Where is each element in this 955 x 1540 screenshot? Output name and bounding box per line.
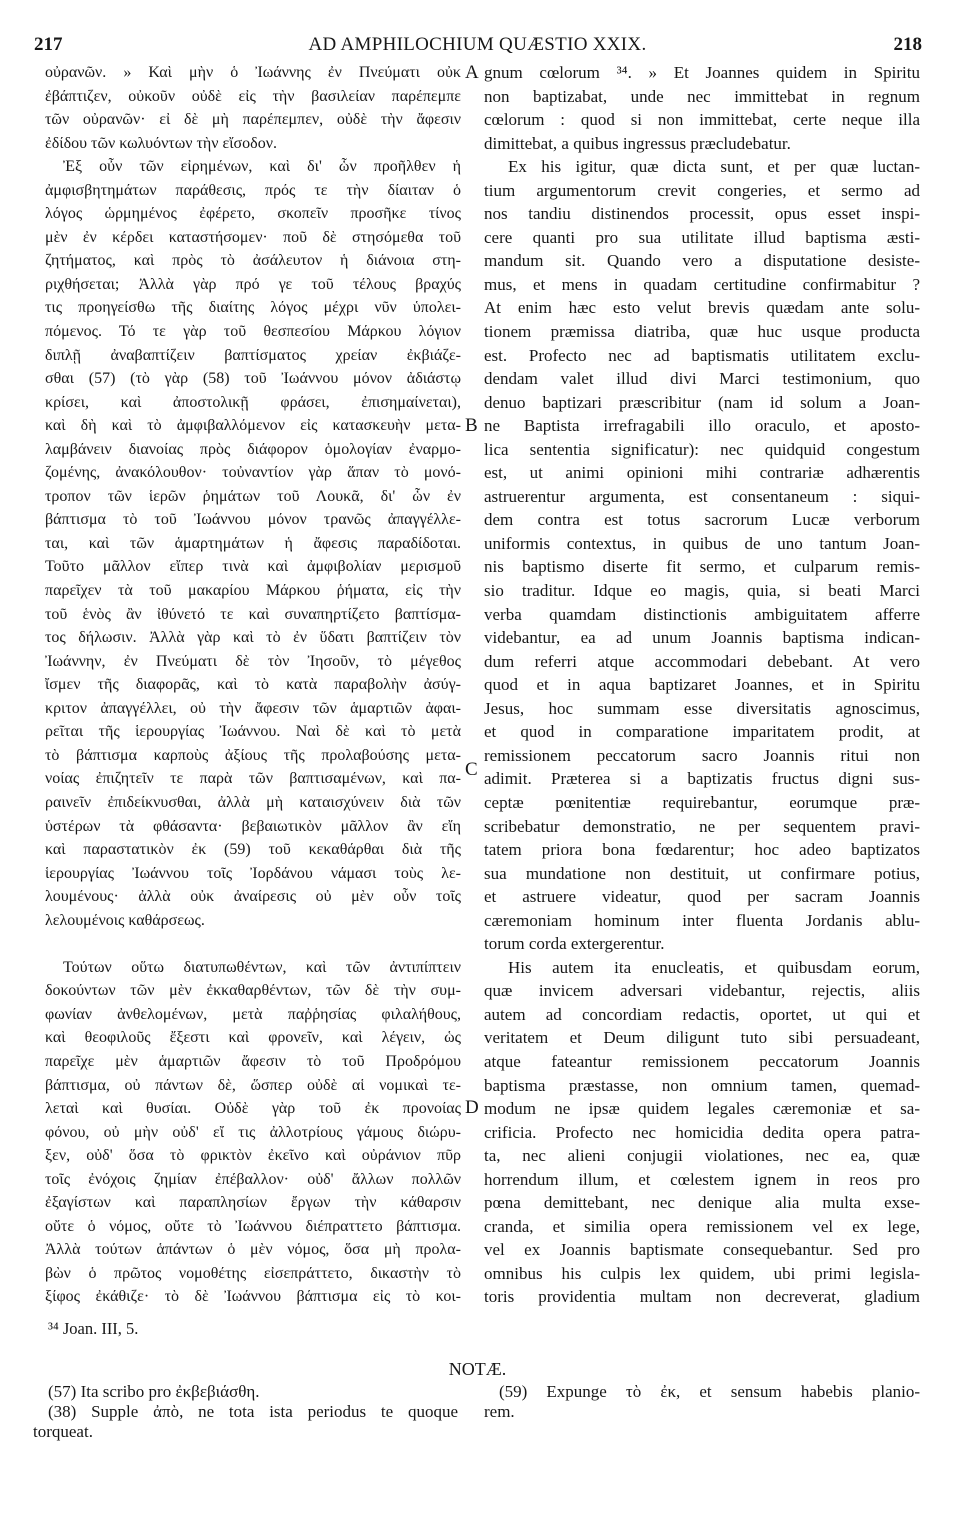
latin-line-text: dimittebat, a quibus ingressus præcludebatur. [484,133,791,153]
latin-line [484,885,920,909]
greek-line [45,202,461,226]
greek-line [45,179,461,203]
latin-line-text: uniformis contextus, in quibus de uno tantum Joan- [484,533,920,553]
greek-line-text: οὔτε ὁ νόμος, οὔτε τὸ Ἰωάννου διέπραττετο βάπτισμα. [45,1217,461,1235]
greek-line-text: ξίφος ἐκάθιζε· τὸ δὲ Ἰωάννου βάπτισμα εἰς τὸ κοι- [45,1288,461,1306]
greek-line-text: Τούτων οὕτω διατυπωθέντων, καὶ τῶν ἀντιπίπτειν [63,958,461,976]
latin-line [484,132,920,156]
greek-line-text: ἐβάπτιζεν, οὐκοῦν οὐδὲ εἰς τὴν βασιλείαν παρέπεμπε [45,87,461,105]
latin-line-text: ne Baptista irrefragabili illo oraculo, et aposto- [484,416,920,436]
greek-line-text: ξεν, οὐδ' ὅσα τὸ φρικτὸν ἐκεῖνο καὶ οὐράνιον πῦρ [45,1147,461,1165]
greek-line [45,791,461,815]
latin-line [484,155,920,179]
greek-line-text: ὑστέρων τὰ φθάσαντα· βεβαιωτικὸν μᾶλλον ἂν εἴη [45,817,461,835]
latin-line-text: omnibus his culpis lex quidem, ubi primi legisla- [484,1263,920,1283]
greek-line [45,508,461,532]
latin-line-text: mandum sit. Quando vero a disputatione desiste- [484,251,920,271]
greek-line [45,1191,461,1215]
greek-line [45,249,461,273]
greek-line [45,579,461,603]
greek-line-text: διπλῇ ἀναβαπτίζειν βαπτίσματος χρείαν ἐκβιάζε- [45,346,461,364]
margin-letter-c: C [465,759,478,780]
latin-line [484,344,920,368]
greek-line [45,273,461,297]
latin-line [484,320,920,344]
greek-line [45,555,461,579]
latin-line [484,1074,920,1098]
greek-line [45,108,461,132]
latin-line [484,1285,920,1309]
page-number-right: 218 [893,34,922,55]
latin-line [484,626,920,650]
greek-line [45,1144,461,1168]
greek-line [45,391,461,415]
latin-line [484,1026,920,1050]
latin-line [484,296,920,320]
latin-column [484,61,920,1309]
latin-line [484,1050,920,1074]
greek-line [45,956,461,980]
greek-line-text: Ἰωάννην, ἐν Πνεύματι δὲ τὸν Ἰησοῦν, τὸ μέγεθος [45,652,461,670]
note-57 [33,1382,458,1402]
latin-line-text: et quod in comparatione imparitatem prodit, at [484,722,920,742]
latin-line-text: videbantur, ea ad unum Joannis baptisma indican- [484,628,920,648]
latin-line-text: veritatem et Deum diligunt tuto sibi persuadeant, [484,1028,920,1048]
greek-line-text: φόνου, οὐ μὴν οὐδ' εἴ τις ἀλλοτρίους γάμους διώρυ- [45,1123,461,1141]
greek-line [45,1262,461,1286]
latin-line-text: cæremoniam hominum inter fluenta Jordanis ablu- [484,910,920,930]
greek-line-text: ρεῖται τῆς ἱερουργίας Ἰωάννου. Ναὶ δὲ καὶ τὸ μετὰ [45,723,461,741]
greek-line [45,1097,461,1121]
greek-line-text: πόμενος. Τό τε γὰρ τοῦ θεσπεσίου Μάρκου λόγιον [45,323,461,341]
latin-line [484,85,920,109]
latin-line-text: torum corda extergerentur. [484,934,665,954]
greek-line [45,1168,461,1192]
latin-line-text: remissionem peccatorum sacro Joannis ritui non [484,745,920,765]
latin-line [484,956,920,980]
latin-line-text: est. Profecto nec ad baptismatis utilitatem exclu- [484,345,920,365]
greek-line-text: σθαι (57) (τὸ γὰρ (58) τοῦ Ἰωάννου μόνον ἀδιάστῳ [45,370,461,388]
greek-line [45,344,461,368]
greek-line-text: ζητήματος, καὶ πρὸς τὸ ἀσάλευτον ἡ διάνοια στη- [45,252,461,270]
greek-line [45,1121,461,1145]
margin-letter-b: B [465,415,478,436]
latin-line [484,862,920,886]
latin-line [484,697,920,721]
latin-line-text: vel ex Joannis baptismate consequebantur. Sed pro [484,1240,920,1260]
greek-line-text: μὲν ἐν κέρδει καταστήσομεν· ποῦ δὲ στησόμεθα τοῦ [45,228,461,246]
latin-line [484,461,920,485]
latin-line-text: dum referri atque accommodari debebant. At vero [484,651,920,671]
latin-line-text: non baptizabat, unde nec immittebat in regnum [484,86,920,106]
greek-line [45,85,461,109]
note-line: torqueat. [33,1422,93,1441]
latin-line [484,767,920,791]
latin-line-text: horrendum illum, et cœlestem ignem in reos pro [484,1169,920,1189]
latin-line-text: quod et in aqua baptizaret Joannes, et in Spiritu [484,675,920,695]
greek-line-text: λελουμένοις καθάρσεως. [45,911,205,929]
latin-line-text: pœna demittebant, nec denique alia multa exse- [484,1193,920,1213]
greek-line-text: ριχθήσεται; Ἀλλὰ γὰρ πρό γε τοῦ τέλους βραχύς [45,275,461,293]
latin-line [484,1215,920,1239]
latin-line [484,555,920,579]
latin-line [484,108,920,132]
greek-line-text: ἴσμεν τῆς διαφορᾶς, καὶ τὸ κατὰ παραβολὴν ἀσύγ- [45,676,461,694]
latin-line-text: verba quamdam distinctionis ambiguitatem afferre [484,604,920,624]
greek-line-text: κριτον ἀπαγγέλλει, οὐ τὴν ἄφεσιν τῶν ἁμαρτιῶν ἀφαι- [45,699,461,717]
greek-line [45,485,461,509]
greek-line [45,461,461,485]
greek-line-text: λαμβάνειν διανοίας πρὸς διάφορον ὁμολογίαν ἐναρμο- [45,440,461,458]
latin-line [484,909,920,933]
greek-line [45,132,461,156]
latin-line-text: atque fateantur remissionem peccatorum Joannis [484,1051,920,1071]
notes-left-column [33,1382,458,1442]
latin-line-text: ta, nec alieni conjugii violationes, nec ea, quæ [484,1146,920,1166]
greek-line-text: βάπτισμα τὸ τοῦ Ἰωάννου μόνον τρανῶς ἀπαγγέλλε- [45,511,461,529]
greek-line [45,720,461,744]
greek-line [45,1003,461,1027]
latin-line-text: Jesus, hoc summam esse diversitatis agnoscimus, [484,698,920,718]
greek-line-text: βὼν ὁ πρῶτος νομοθέτης εἰσεπράττετο, δικαστὴν τὸ [45,1264,461,1282]
greek-line-text: ἱερουργίας Ἰωάννου τοῖς Ἰορδάνου νάμασι τοὺς λε- [45,864,461,882]
greek-line-text: λουμένους· ἀλλὰ οὐκ ἀναίρεσις οὐ μὲν οὖν τοῖς [45,888,461,906]
latin-line-text: nos tandiu distinendos processit, opus esset inspi- [484,204,920,224]
latin-line [484,273,920,297]
latin-line [484,720,920,744]
latin-line-text: His autem ita enucleatis, et quibusdam eorum, [508,957,920,977]
note-59-continuation [484,1402,920,1422]
note-58 [33,1402,458,1422]
greek-line [45,1050,461,1074]
latin-line [484,1144,920,1168]
greek-line [45,979,461,1003]
latin-line [484,815,920,839]
latin-line-text: gnum cœlorum ³⁴. » Et Joannes quidem in Spiritu [484,63,920,82]
latin-line-text: tium argumentorum crevit congeries, et sermo ad [484,180,920,200]
greek-line-text: ἀμφισβητημάτων παράθεσις, πρός τε τὴν δίαιταν ὁ [45,181,461,199]
greek-line-text: τοῖς ἐνόχοις ζημίαν ἐπέβαλλον· οὐδ' ἄλλων πολλῶν [45,1170,461,1188]
latin-line-text: mus, et mens in quadam certitudine confirmabitur ? [484,274,920,294]
latin-line-text: Ex his igitur, quæ dicta sunt, et per quæ luctan- [508,157,920,177]
latin-line [484,791,920,815]
latin-line [484,932,920,956]
latin-line-text: nis baptismo diserte fit sermo, et culparum remis- [484,557,920,577]
greek-line-text: τὸ βάπτισμα καρποὺς ἀξίους τῆς προλαβούσης μετα- [45,746,461,764]
greek-line [45,226,461,250]
greek-line [45,1074,461,1098]
greek-line [45,862,461,886]
greek-line [45,1215,461,1239]
greek-line-text: φωνίαν ἀνθελομένων, μετὰ παῤῥησίας φιλαλήθους, [45,1005,461,1023]
greek-line-text: λεταὶ καὶ θυσίαι. Οὐδὲ γὰρ τοῦ ἐκ προνοίας [45,1100,461,1118]
latin-line [484,673,920,697]
greek-line-text: καὶ θεοφιλοῦς ἔξεστι καὶ φρονεῖν, καὶ λέγειν, ὡς [45,1029,461,1047]
margin-letter-a: A [465,62,479,83]
latin-line [484,1097,920,1121]
latin-line-text: denuo baptizari præscribitur (nam id solum a Joan- [484,392,920,412]
latin-line-text: baptisma præstasse, non omnium tamen, quemad- [484,1075,920,1095]
note-line: (59) Expunge τὸ ἐκ, et sensum habebis planio- [499,1382,920,1401]
greek-line [45,626,461,650]
greek-line-text: ἐξαγίστων καὶ παραπλησίων ἔργων τὴν κάθαρσιν [45,1194,461,1212]
note-59 [484,1382,920,1402]
greek-column [45,61,461,1309]
latin-line-text: At enim hæc esto velut brevis quædam ante solu- [484,298,920,318]
greek-line [45,767,461,791]
latin-line [484,202,920,226]
greek-line-text: Τοῦτο μᾶλλον εἴπερ τινὰ καὶ ἀμφιβολίαν μερισμοῦ [45,558,461,576]
latin-line-text: ceptæ pœnitentiæ requirebantur, eorumque præ- [484,792,920,812]
greek-line [45,815,461,839]
greek-line-text: λόγος ὡρμημένος ἐφέρετο, σκοπεῖν προσῆκε τίνος [45,205,461,223]
latin-line [484,61,920,85]
latin-line-text: cranda, et similia opera remissionem vel ex lege, [484,1216,920,1236]
greek-line-text: τροπον τῶν ἱερῶν ῥημάτων τοῦ Λουκᾶ, δι' ὧν ἐν [45,487,461,505]
latin-line-text: modum ne ipsæ quidem legales cæremoniæ et sa- [484,1099,920,1119]
greek-line [45,744,461,768]
latin-line-text: crificia. Profecto nec homicidia dedita opera patra- [484,1122,920,1142]
latin-line [484,367,920,391]
latin-line [484,532,920,556]
latin-line [484,414,920,438]
paragraph-gap [45,932,461,956]
latin-line [484,579,920,603]
note-58-continuation [33,1422,458,1442]
latin-line [484,1238,920,1262]
greek-line-text: νοίας ἐπιζητεῖν τε παρὰ τῶν βαπτισαμένων, καὶ πα- [45,770,461,788]
note-line: (57) Ita scribo pro ἐκβεβιάσθη. [48,1382,260,1401]
latin-line-text: dem contra est totus sacrorum Lucæ verborum [484,510,920,530]
greek-line [45,414,461,438]
latin-line-text: sua mundatione non destituit, ut confirmare potius, [484,863,920,883]
latin-line-text: tatem priora bona fœdarentur; hoc adeo baptizatos [484,840,920,860]
latin-line-text: autem ad concordiam redactis, oportet, ut qui et [484,1004,920,1024]
greek-line [45,155,461,179]
greek-line [45,61,461,85]
greek-line-text: ζομένης, ἀνακόλουθον· τοὐναντίον γὰρ ἅπαν τὸ μονό- [45,464,461,482]
latin-line [484,249,920,273]
greek-line-text: τις προηγείσθω τῆς διαίτης λόγος μέχρι νῦν ὑπολει- [45,299,461,317]
latin-line [484,438,920,462]
greek-line [45,367,461,391]
greek-line [45,650,461,674]
greek-line-text: καὶ παραστατικὸν ἐκ (59) τοῦ κεκαθάρθαι διὰ τῆς [45,841,461,859]
greek-line-text: κρίσει, καὶ ἀποστολικῇ φράσει, ἐπισημαίνεται), [45,393,461,411]
latin-line [484,838,920,862]
greek-line [45,673,461,697]
greek-line [45,885,461,909]
latin-line-text: tionem præmissa diatriba, quæ huc usque producta [484,322,920,342]
latin-line-text: cere quanti pro sua utilitate illud baptisma æsti- [484,227,920,247]
greek-line-text: παρεῖχε μὲν ἁμαρτιῶν ἄφεσιν τὸ τοῦ Προδρόμου [45,1052,461,1070]
greek-line-text: ται, καὶ τῶν ἁμαρτημάτων ἡ ἄφεσις παραδίδοται. [45,534,461,552]
latin-line [484,744,920,768]
greek-line-text: Ἀλλὰ τούτων ἁπάντων ὁ μὲν νόμος, ὅσα μὴ προλα- [45,1241,461,1259]
margin-letter-d: D [465,1097,479,1118]
greek-line [45,1026,461,1050]
page-number-left: 217 [34,34,63,55]
greek-line-text: τοῦ ἑνὸς ἂν ἰθύνετό τε καὶ συναπηρτίζετο βαπτίσμα- [45,605,461,623]
greek-line-text: τος δήλωσιν. Ἀλλὰ γὰρ καὶ τὸ ἐν ὕδατι βαπτίζειν τὸν [45,629,461,647]
greek-line-text: ραινεῖν ἐπιδείκνυσθαι, ἀλλὰ μὴ καταισχύνειν διὰ τῶν [45,793,461,811]
greek-line [45,532,461,556]
latin-line [484,179,920,203]
greek-line [45,320,461,344]
notes-right-column [484,1382,920,1422]
note-line: rem. [484,1402,515,1421]
latin-line [484,226,920,250]
greek-line-text: τῶν οὐρανῶν· εἰ δὲ μὴ παρέπεμπεν, οὐδὲ τὴν ἄφεσιν [45,111,461,129]
greek-line-text: βάπτισμα, οὐ πάντων δὲ, ὥσπερ οὐδὲ αἱ νομικαὶ τε- [45,1076,461,1094]
latin-line [484,508,920,532]
latin-line-text: adimit. Præterea si a baptizatis fructus digni sus- [484,769,920,789]
greek-line [45,1285,461,1309]
latin-line-text: lica sententia significatur): nec quidquid congestum [484,439,920,459]
latin-line [484,391,920,415]
running-title: AD AMPHILOCHIUM QUÆSTIO XXIX. [308,34,647,55]
greek-line [45,697,461,721]
latin-line [484,485,920,509]
greek-line-text: οὐρανῶν. » Καὶ μὴν ὁ Ἰωάννης ἐν Πνεύματι οὐκ [45,64,461,81]
latin-line [484,979,920,1003]
latin-line-text: toris providentia multam non decreverat, gladium [484,1287,920,1307]
greek-line-text: παρεῖχεν τὰ τοῦ μακαρίου Μάρκου ῥήματα, εἰς τὴν [45,582,461,600]
greek-line [45,909,461,933]
greek-line-text: Ἐξ οὖν τῶν εἰρημένων, καὶ δι' ὧν προῆλθεν ἡ [63,158,461,176]
latin-line [484,1168,920,1192]
greek-line-text: δοκούντων τῶν μὲν ἐκκαθαρθέντων, τῶν δὲ τὴν συμ- [45,982,461,1000]
greek-line [45,838,461,862]
greek-line [45,1238,461,1262]
latin-line-text: quæ invicem adversari videbantur, rejectis, aliis [484,981,920,1001]
note-line: (38) Supple ἀπὸ, ne tota ista periodus te quoque [48,1402,458,1421]
latin-line [484,1003,920,1027]
latin-line-text: et astruere videatur, quod per sacram Joannis [484,887,920,907]
latin-line-text: dendam valet illud divi Marci testimonium, quo [484,369,920,389]
greek-line-text: καὶ δὴ καὶ τὸ ἀμφιβαλλόμενον εἰς κατασκευὴν μετα- [45,417,461,435]
greek-line [45,438,461,462]
latin-line [484,1262,920,1286]
greek-line-text: ἐδίδου τῶν κωλυόντων τὴν εἴσοδον. [45,134,277,152]
footnote: ³⁴ Joan. III, 5. [48,1319,139,1338]
latin-line [484,603,920,627]
latin-line-text: sio traditur. Idque eo magis, quia, si beati Marci [484,581,920,601]
greek-line [45,296,461,320]
latin-line-text: cœlorum : quod si non immittebat, certe neque illa [484,110,920,130]
notes-heading: NOTÆ. [448,1359,507,1379]
latin-line-text: astruerentur argumenta, est consentaneum : siqui- [484,486,920,506]
greek-line [45,603,461,627]
latin-line [484,1121,920,1145]
latin-line [484,1191,920,1215]
latin-line [484,650,920,674]
latin-line-text: est, ut animi opinioni mihi contrariæ adhærentis [484,463,920,483]
latin-line-text: scribebatur demonstratio, ne per sequentem pravi- [484,816,920,836]
